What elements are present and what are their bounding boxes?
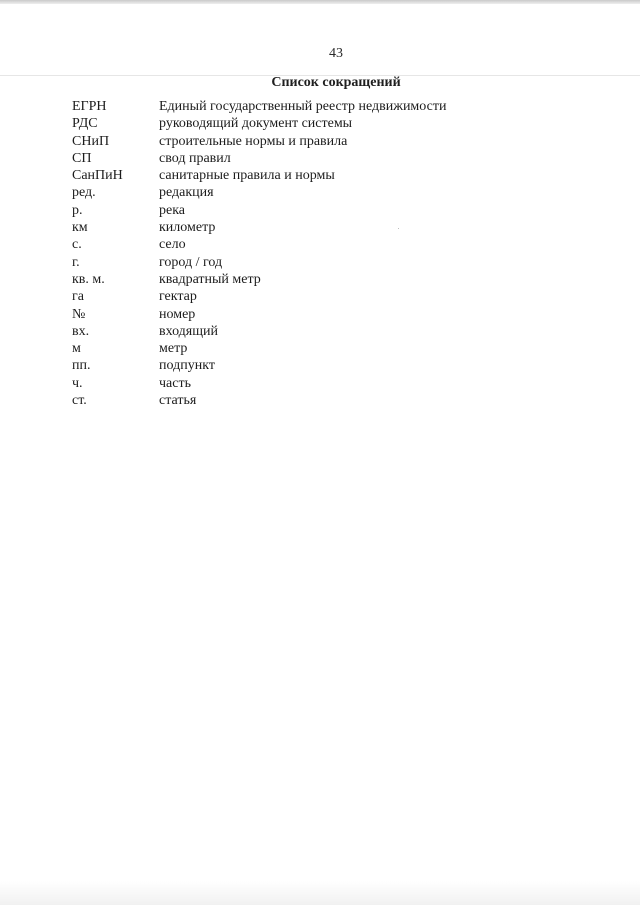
- abbreviation-row: [72, 323, 552, 340]
- abbreviation-term: СНиП: [72, 133, 110, 149]
- abbreviation-term: г.: [72, 254, 80, 270]
- abbreviation-definition: санитарные правила и нормы: [159, 168, 335, 184]
- abbreviation-row: [72, 202, 552, 219]
- scan-speck: [398, 228, 399, 229]
- abbreviation-row: [72, 167, 552, 184]
- abbreviation-row: [72, 150, 552, 167]
- abbreviation-definition: часть: [159, 375, 191, 391]
- abbreviation-row: [72, 236, 552, 253]
- abbreviation-row: [72, 375, 552, 392]
- abbreviation-row: [72, 219, 552, 236]
- page-number: 43: [329, 46, 343, 61]
- abbreviation-definition: входящий: [159, 323, 219, 339]
- abbreviation-definition: редакция: [159, 185, 214, 201]
- abbreviation-row: [72, 115, 552, 132]
- scan-top-edge: [0, 0, 640, 4]
- abbreviation-definition: река: [159, 202, 186, 218]
- abbreviation-definition: село: [159, 237, 186, 253]
- abbreviation-row: [72, 392, 552, 409]
- abbreviation-term: м: [72, 341, 81, 357]
- abbreviation-row: [72, 271, 552, 288]
- abbreviation-term: ред.: [72, 185, 96, 201]
- abbreviation-definition: строительные нормы и правила: [159, 133, 348, 149]
- abbreviation-term: СанПиН: [72, 168, 123, 184]
- abbreviation-definition: километр: [159, 220, 216, 236]
- page-title: Список сокращений: [271, 75, 401, 90]
- abbreviation-term: СП: [72, 150, 92, 166]
- abbreviation-definition: Единый государственный реестр недвижимости: [159, 99, 447, 114]
- abbreviation-row: [72, 133, 552, 150]
- abbreviation-definition: статья: [159, 393, 197, 409]
- abbreviation-definition: руководящий документ системы: [159, 116, 353, 132]
- abbreviation-definition: город / год: [159, 254, 223, 270]
- abbreviation-term: вх.: [72, 323, 90, 339]
- abbreviation-row: [72, 357, 552, 374]
- scan-bottom-edge: [0, 881, 640, 905]
- abbreviation-term: пп.: [72, 358, 91, 374]
- abbreviation-row: [72, 288, 552, 305]
- abbreviation-definition: номер: [159, 306, 196, 322]
- abbreviation-term: №: [72, 306, 86, 322]
- abbreviation-definition: подпункт: [159, 358, 215, 374]
- abbreviation-row: [72, 254, 552, 271]
- abbreviation-definition: гектар: [159, 289, 197, 305]
- abbreviation-term: ч.: [72, 375, 83, 391]
- abbreviation-term: кв. м.: [72, 271, 105, 287]
- abbreviation-term: га: [72, 289, 84, 305]
- abbreviation-definition: метр: [159, 341, 188, 357]
- abbreviation-term: км: [72, 220, 88, 236]
- abbreviation-definition: свод правил: [159, 150, 231, 166]
- abbreviation-row: [72, 184, 552, 201]
- abbreviation-row: [72, 98, 552, 115]
- abbreviation-term: ЕГРН: [72, 99, 107, 114]
- abbreviation-term: с.: [72, 237, 82, 253]
- abbreviation-row: [72, 340, 552, 357]
- abbreviation-term: ст.: [72, 393, 87, 409]
- abbreviation-term: р.: [72, 202, 83, 218]
- abbreviation-definition: квадратный метр: [159, 271, 261, 287]
- abbreviation-list: [72, 98, 552, 409]
- abbreviation-term: РДС: [72, 116, 98, 132]
- abbreviation-row: [72, 306, 552, 323]
